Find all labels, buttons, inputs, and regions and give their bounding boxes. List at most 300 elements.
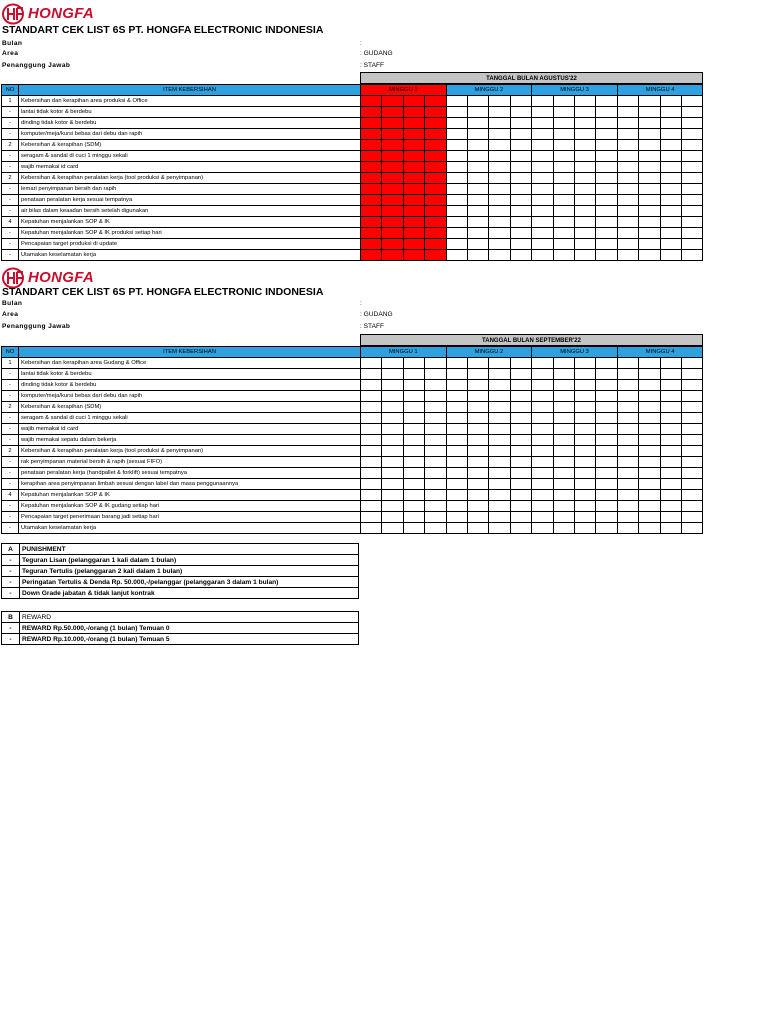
check-cell[interactable] bbox=[382, 250, 403, 261]
check-cell[interactable] bbox=[532, 490, 553, 501]
check-cell[interactable] bbox=[468, 239, 489, 250]
check-cell[interactable] bbox=[639, 206, 660, 217]
check-cell[interactable] bbox=[361, 435, 382, 446]
check-cell[interactable] bbox=[553, 228, 574, 239]
check-cell[interactable] bbox=[446, 501, 467, 512]
check-cell[interactable] bbox=[382, 446, 403, 457]
check-cell[interactable] bbox=[575, 435, 596, 446]
check-cell[interactable] bbox=[425, 391, 446, 402]
check-cell[interactable] bbox=[682, 523, 703, 534]
check-cell[interactable] bbox=[361, 151, 382, 162]
check-cell[interactable] bbox=[446, 206, 467, 217]
check-cell[interactable] bbox=[532, 140, 553, 151]
check-cell[interactable] bbox=[596, 206, 617, 217]
check-cell[interactable] bbox=[425, 424, 446, 435]
check-cell[interactable] bbox=[682, 391, 703, 402]
check-cell[interactable] bbox=[446, 107, 467, 118]
check-cell[interactable] bbox=[361, 402, 382, 413]
check-cell[interactable] bbox=[425, 228, 446, 239]
check-cell[interactable] bbox=[596, 402, 617, 413]
check-cell[interactable] bbox=[425, 206, 446, 217]
check-cell[interactable] bbox=[639, 239, 660, 250]
check-cell[interactable] bbox=[425, 96, 446, 107]
check-cell[interactable] bbox=[425, 523, 446, 534]
check-cell[interactable] bbox=[510, 129, 531, 140]
check-cell[interactable] bbox=[489, 217, 510, 228]
check-cell[interactable] bbox=[553, 501, 574, 512]
check-cell[interactable] bbox=[639, 358, 660, 369]
check-cell[interactable] bbox=[382, 424, 403, 435]
check-cell[interactable] bbox=[468, 173, 489, 184]
check-cell[interactable] bbox=[553, 391, 574, 402]
check-cell[interactable] bbox=[446, 512, 467, 523]
check-cell[interactable] bbox=[361, 391, 382, 402]
check-cell[interactable] bbox=[682, 424, 703, 435]
check-cell[interactable] bbox=[575, 490, 596, 501]
check-cell[interactable] bbox=[660, 140, 681, 151]
check-cell[interactable] bbox=[425, 468, 446, 479]
check-cell[interactable] bbox=[682, 358, 703, 369]
check-cell[interactable] bbox=[382, 457, 403, 468]
check-cell[interactable] bbox=[596, 523, 617, 534]
check-cell[interactable] bbox=[575, 501, 596, 512]
check-cell[interactable] bbox=[446, 250, 467, 261]
check-cell[interactable] bbox=[468, 413, 489, 424]
check-cell[interactable] bbox=[596, 96, 617, 107]
check-cell[interactable] bbox=[510, 173, 531, 184]
check-cell[interactable] bbox=[660, 501, 681, 512]
check-cell[interactable] bbox=[682, 206, 703, 217]
check-cell[interactable] bbox=[596, 358, 617, 369]
check-cell[interactable] bbox=[532, 184, 553, 195]
check-cell[interactable] bbox=[532, 162, 553, 173]
check-cell[interactable] bbox=[361, 173, 382, 184]
check-cell[interactable] bbox=[660, 151, 681, 162]
check-cell[interactable] bbox=[403, 523, 424, 534]
check-cell[interactable] bbox=[425, 490, 446, 501]
check-cell[interactable] bbox=[532, 358, 553, 369]
check-cell[interactable] bbox=[361, 501, 382, 512]
check-cell[interactable] bbox=[382, 184, 403, 195]
check-cell[interactable] bbox=[425, 173, 446, 184]
check-cell[interactable] bbox=[468, 380, 489, 391]
check-cell[interactable] bbox=[617, 402, 638, 413]
check-cell[interactable] bbox=[532, 391, 553, 402]
check-cell[interactable] bbox=[639, 479, 660, 490]
check-cell[interactable] bbox=[446, 490, 467, 501]
check-cell[interactable] bbox=[617, 446, 638, 457]
check-cell[interactable] bbox=[403, 228, 424, 239]
check-cell[interactable] bbox=[468, 446, 489, 457]
check-cell[interactable] bbox=[639, 369, 660, 380]
check-cell[interactable] bbox=[361, 490, 382, 501]
check-cell[interactable] bbox=[596, 435, 617, 446]
check-cell[interactable] bbox=[361, 206, 382, 217]
check-cell[interactable] bbox=[361, 446, 382, 457]
check-cell[interactable] bbox=[682, 250, 703, 261]
check-cell[interactable] bbox=[403, 391, 424, 402]
check-cell[interactable] bbox=[532, 413, 553, 424]
check-cell[interactable] bbox=[403, 479, 424, 490]
check-cell[interactable] bbox=[468, 512, 489, 523]
check-cell[interactable] bbox=[403, 173, 424, 184]
check-cell[interactable] bbox=[596, 151, 617, 162]
check-cell[interactable] bbox=[682, 239, 703, 250]
check-cell[interactable] bbox=[639, 457, 660, 468]
check-cell[interactable] bbox=[403, 162, 424, 173]
check-cell[interactable] bbox=[425, 501, 446, 512]
check-cell[interactable] bbox=[446, 228, 467, 239]
check-cell[interactable] bbox=[403, 140, 424, 151]
check-cell[interactable] bbox=[553, 457, 574, 468]
check-cell[interactable] bbox=[489, 457, 510, 468]
check-cell[interactable] bbox=[660, 512, 681, 523]
check-cell[interactable] bbox=[510, 413, 531, 424]
check-cell[interactable] bbox=[660, 380, 681, 391]
check-cell[interactable] bbox=[489, 391, 510, 402]
check-cell[interactable] bbox=[425, 512, 446, 523]
check-cell[interactable] bbox=[660, 468, 681, 479]
check-cell[interactable] bbox=[403, 107, 424, 118]
check-cell[interactable] bbox=[425, 250, 446, 261]
check-cell[interactable] bbox=[382, 479, 403, 490]
check-cell[interactable] bbox=[446, 435, 467, 446]
check-cell[interactable] bbox=[617, 391, 638, 402]
check-cell[interactable] bbox=[575, 184, 596, 195]
check-cell[interactable] bbox=[639, 446, 660, 457]
check-cell[interactable] bbox=[575, 457, 596, 468]
check-cell[interactable] bbox=[532, 523, 553, 534]
check-cell[interactable] bbox=[660, 217, 681, 228]
check-cell[interactable] bbox=[532, 195, 553, 206]
check-cell[interactable] bbox=[489, 129, 510, 140]
check-cell[interactable] bbox=[682, 173, 703, 184]
check-cell[interactable] bbox=[361, 217, 382, 228]
check-cell[interactable] bbox=[532, 217, 553, 228]
check-cell[interactable] bbox=[468, 501, 489, 512]
check-cell[interactable] bbox=[425, 380, 446, 391]
check-cell[interactable] bbox=[596, 391, 617, 402]
check-cell[interactable] bbox=[553, 107, 574, 118]
check-cell[interactable] bbox=[382, 151, 403, 162]
check-cell[interactable] bbox=[489, 501, 510, 512]
check-cell[interactable] bbox=[682, 512, 703, 523]
check-cell[interactable] bbox=[682, 468, 703, 479]
check-cell[interactable] bbox=[468, 96, 489, 107]
check-cell[interactable] bbox=[510, 490, 531, 501]
check-cell[interactable] bbox=[553, 435, 574, 446]
check-cell[interactable] bbox=[575, 512, 596, 523]
check-cell[interactable] bbox=[468, 523, 489, 534]
check-cell[interactable] bbox=[489, 228, 510, 239]
check-cell[interactable] bbox=[639, 402, 660, 413]
check-cell[interactable] bbox=[489, 195, 510, 206]
check-cell[interactable] bbox=[682, 479, 703, 490]
check-cell[interactable] bbox=[617, 239, 638, 250]
check-cell[interactable] bbox=[575, 118, 596, 129]
check-cell[interactable] bbox=[617, 435, 638, 446]
check-cell[interactable] bbox=[639, 184, 660, 195]
check-cell[interactable] bbox=[361, 369, 382, 380]
check-cell[interactable] bbox=[596, 239, 617, 250]
check-cell[interactable] bbox=[660, 96, 681, 107]
check-cell[interactable] bbox=[617, 413, 638, 424]
check-cell[interactable] bbox=[575, 96, 596, 107]
check-cell[interactable] bbox=[425, 446, 446, 457]
check-cell[interactable] bbox=[660, 206, 681, 217]
check-cell[interactable] bbox=[446, 380, 467, 391]
check-cell[interactable] bbox=[403, 402, 424, 413]
check-cell[interactable] bbox=[532, 369, 553, 380]
check-cell[interactable] bbox=[639, 391, 660, 402]
check-cell[interactable] bbox=[382, 402, 403, 413]
check-cell[interactable] bbox=[617, 468, 638, 479]
check-cell[interactable] bbox=[468, 129, 489, 140]
check-cell[interactable] bbox=[596, 129, 617, 140]
check-cell[interactable] bbox=[403, 369, 424, 380]
check-cell[interactable] bbox=[382, 239, 403, 250]
check-cell[interactable] bbox=[403, 380, 424, 391]
check-cell[interactable] bbox=[660, 391, 681, 402]
check-cell[interactable] bbox=[532, 435, 553, 446]
check-cell[interactable] bbox=[617, 107, 638, 118]
check-cell[interactable] bbox=[510, 195, 531, 206]
check-cell[interactable] bbox=[425, 151, 446, 162]
check-cell[interactable] bbox=[682, 151, 703, 162]
check-cell[interactable] bbox=[403, 512, 424, 523]
check-cell[interactable] bbox=[639, 413, 660, 424]
check-cell[interactable] bbox=[425, 140, 446, 151]
check-cell[interactable] bbox=[660, 413, 681, 424]
check-cell[interactable] bbox=[361, 250, 382, 261]
check-cell[interactable] bbox=[553, 173, 574, 184]
check-cell[interactable] bbox=[596, 369, 617, 380]
check-cell[interactable] bbox=[446, 468, 467, 479]
check-cell[interactable] bbox=[639, 435, 660, 446]
check-cell[interactable] bbox=[639, 195, 660, 206]
check-cell[interactable] bbox=[617, 118, 638, 129]
check-cell[interactable] bbox=[617, 217, 638, 228]
check-cell[interactable] bbox=[468, 479, 489, 490]
check-cell[interactable] bbox=[617, 129, 638, 140]
check-cell[interactable] bbox=[660, 228, 681, 239]
check-cell[interactable] bbox=[639, 173, 660, 184]
check-cell[interactable] bbox=[510, 479, 531, 490]
check-cell[interactable] bbox=[575, 151, 596, 162]
check-cell[interactable] bbox=[596, 173, 617, 184]
check-cell[interactable] bbox=[468, 217, 489, 228]
check-cell[interactable] bbox=[382, 413, 403, 424]
check-cell[interactable] bbox=[468, 490, 489, 501]
check-cell[interactable] bbox=[660, 173, 681, 184]
check-cell[interactable] bbox=[532, 424, 553, 435]
check-cell[interactable] bbox=[403, 446, 424, 457]
check-cell[interactable] bbox=[382, 140, 403, 151]
check-cell[interactable] bbox=[510, 96, 531, 107]
check-cell[interactable] bbox=[553, 523, 574, 534]
check-cell[interactable] bbox=[660, 523, 681, 534]
check-cell[interactable] bbox=[361, 523, 382, 534]
check-cell[interactable] bbox=[446, 413, 467, 424]
check-cell[interactable] bbox=[617, 512, 638, 523]
check-cell[interactable] bbox=[682, 96, 703, 107]
check-cell[interactable] bbox=[553, 413, 574, 424]
check-cell[interactable] bbox=[575, 479, 596, 490]
check-cell[interactable] bbox=[575, 140, 596, 151]
check-cell[interactable] bbox=[361, 140, 382, 151]
check-cell[interactable] bbox=[553, 250, 574, 261]
check-cell[interactable] bbox=[382, 468, 403, 479]
check-cell[interactable] bbox=[575, 206, 596, 217]
check-cell[interactable] bbox=[575, 369, 596, 380]
check-cell[interactable] bbox=[682, 107, 703, 118]
check-cell[interactable] bbox=[639, 228, 660, 239]
check-cell[interactable] bbox=[403, 96, 424, 107]
check-cell[interactable] bbox=[553, 380, 574, 391]
check-cell[interactable] bbox=[489, 107, 510, 118]
check-cell[interactable] bbox=[361, 107, 382, 118]
check-cell[interactable] bbox=[553, 369, 574, 380]
check-cell[interactable] bbox=[553, 239, 574, 250]
check-cell[interactable] bbox=[468, 184, 489, 195]
check-cell[interactable] bbox=[660, 435, 681, 446]
check-cell[interactable] bbox=[382, 358, 403, 369]
check-cell[interactable] bbox=[382, 501, 403, 512]
check-cell[interactable] bbox=[682, 435, 703, 446]
check-cell[interactable] bbox=[639, 250, 660, 261]
check-cell[interactable] bbox=[361, 118, 382, 129]
check-cell[interactable] bbox=[489, 380, 510, 391]
check-cell[interactable] bbox=[596, 501, 617, 512]
check-cell[interactable] bbox=[532, 173, 553, 184]
check-cell[interactable] bbox=[510, 140, 531, 151]
check-cell[interactable] bbox=[510, 206, 531, 217]
check-cell[interactable] bbox=[489, 151, 510, 162]
check-cell[interactable] bbox=[575, 391, 596, 402]
check-cell[interactable] bbox=[489, 140, 510, 151]
check-cell[interactable] bbox=[510, 402, 531, 413]
check-cell[interactable] bbox=[446, 173, 467, 184]
check-cell[interactable] bbox=[510, 151, 531, 162]
check-cell[interactable] bbox=[468, 402, 489, 413]
check-cell[interactable] bbox=[617, 479, 638, 490]
check-cell[interactable] bbox=[660, 239, 681, 250]
check-cell[interactable] bbox=[553, 184, 574, 195]
check-cell[interactable] bbox=[489, 446, 510, 457]
check-cell[interactable] bbox=[425, 457, 446, 468]
check-cell[interactable] bbox=[617, 96, 638, 107]
check-cell[interactable] bbox=[532, 107, 553, 118]
check-cell[interactable] bbox=[682, 490, 703, 501]
check-cell[interactable] bbox=[403, 217, 424, 228]
check-cell[interactable] bbox=[575, 523, 596, 534]
check-cell[interactable] bbox=[382, 380, 403, 391]
check-cell[interactable] bbox=[446, 195, 467, 206]
check-cell[interactable] bbox=[553, 129, 574, 140]
check-cell[interactable] bbox=[596, 446, 617, 457]
check-cell[interactable] bbox=[639, 151, 660, 162]
check-cell[interactable] bbox=[682, 184, 703, 195]
check-cell[interactable] bbox=[468, 457, 489, 468]
check-cell[interactable] bbox=[660, 424, 681, 435]
check-cell[interactable] bbox=[382, 162, 403, 173]
check-cell[interactable] bbox=[403, 435, 424, 446]
check-cell[interactable] bbox=[553, 468, 574, 479]
check-cell[interactable] bbox=[425, 369, 446, 380]
check-cell[interactable] bbox=[361, 380, 382, 391]
check-cell[interactable] bbox=[639, 140, 660, 151]
check-cell[interactable] bbox=[361, 195, 382, 206]
check-cell[interactable] bbox=[468, 206, 489, 217]
check-cell[interactable] bbox=[382, 118, 403, 129]
check-cell[interactable] bbox=[403, 250, 424, 261]
check-cell[interactable] bbox=[596, 424, 617, 435]
check-cell[interactable] bbox=[510, 435, 531, 446]
check-cell[interactable] bbox=[596, 380, 617, 391]
check-cell[interactable] bbox=[532, 206, 553, 217]
check-cell[interactable] bbox=[596, 479, 617, 490]
check-cell[interactable] bbox=[596, 107, 617, 118]
check-cell[interactable] bbox=[403, 195, 424, 206]
check-cell[interactable] bbox=[682, 217, 703, 228]
check-cell[interactable] bbox=[468, 391, 489, 402]
check-cell[interactable] bbox=[489, 369, 510, 380]
check-cell[interactable] bbox=[617, 369, 638, 380]
check-cell[interactable] bbox=[489, 96, 510, 107]
check-cell[interactable] bbox=[660, 162, 681, 173]
check-cell[interactable] bbox=[660, 402, 681, 413]
check-cell[interactable] bbox=[617, 523, 638, 534]
check-cell[interactable] bbox=[510, 250, 531, 261]
check-cell[interactable] bbox=[575, 468, 596, 479]
check-cell[interactable] bbox=[382, 523, 403, 534]
check-cell[interactable] bbox=[468, 468, 489, 479]
check-cell[interactable] bbox=[468, 435, 489, 446]
check-cell[interactable] bbox=[382, 195, 403, 206]
check-cell[interactable] bbox=[489, 206, 510, 217]
check-cell[interactable] bbox=[510, 424, 531, 435]
check-cell[interactable] bbox=[468, 118, 489, 129]
check-cell[interactable] bbox=[382, 206, 403, 217]
check-cell[interactable] bbox=[510, 217, 531, 228]
check-cell[interactable] bbox=[489, 250, 510, 261]
check-cell[interactable] bbox=[553, 358, 574, 369]
check-cell[interactable] bbox=[446, 129, 467, 140]
check-cell[interactable] bbox=[468, 369, 489, 380]
check-cell[interactable] bbox=[575, 162, 596, 173]
check-cell[interactable] bbox=[446, 369, 467, 380]
check-cell[interactable] bbox=[382, 173, 403, 184]
check-cell[interactable] bbox=[682, 162, 703, 173]
check-cell[interactable] bbox=[489, 424, 510, 435]
check-cell[interactable] bbox=[403, 184, 424, 195]
check-cell[interactable] bbox=[639, 490, 660, 501]
check-cell[interactable] bbox=[639, 217, 660, 228]
check-cell[interactable] bbox=[660, 184, 681, 195]
check-cell[interactable] bbox=[403, 206, 424, 217]
check-cell[interactable] bbox=[617, 424, 638, 435]
check-cell[interactable] bbox=[682, 402, 703, 413]
check-cell[interactable] bbox=[403, 118, 424, 129]
check-cell[interactable] bbox=[489, 523, 510, 534]
check-cell[interactable] bbox=[682, 501, 703, 512]
check-cell[interactable] bbox=[682, 369, 703, 380]
check-cell[interactable] bbox=[446, 184, 467, 195]
check-cell[interactable] bbox=[617, 140, 638, 151]
check-cell[interactable] bbox=[382, 107, 403, 118]
check-cell[interactable] bbox=[425, 129, 446, 140]
check-cell[interactable] bbox=[510, 512, 531, 523]
